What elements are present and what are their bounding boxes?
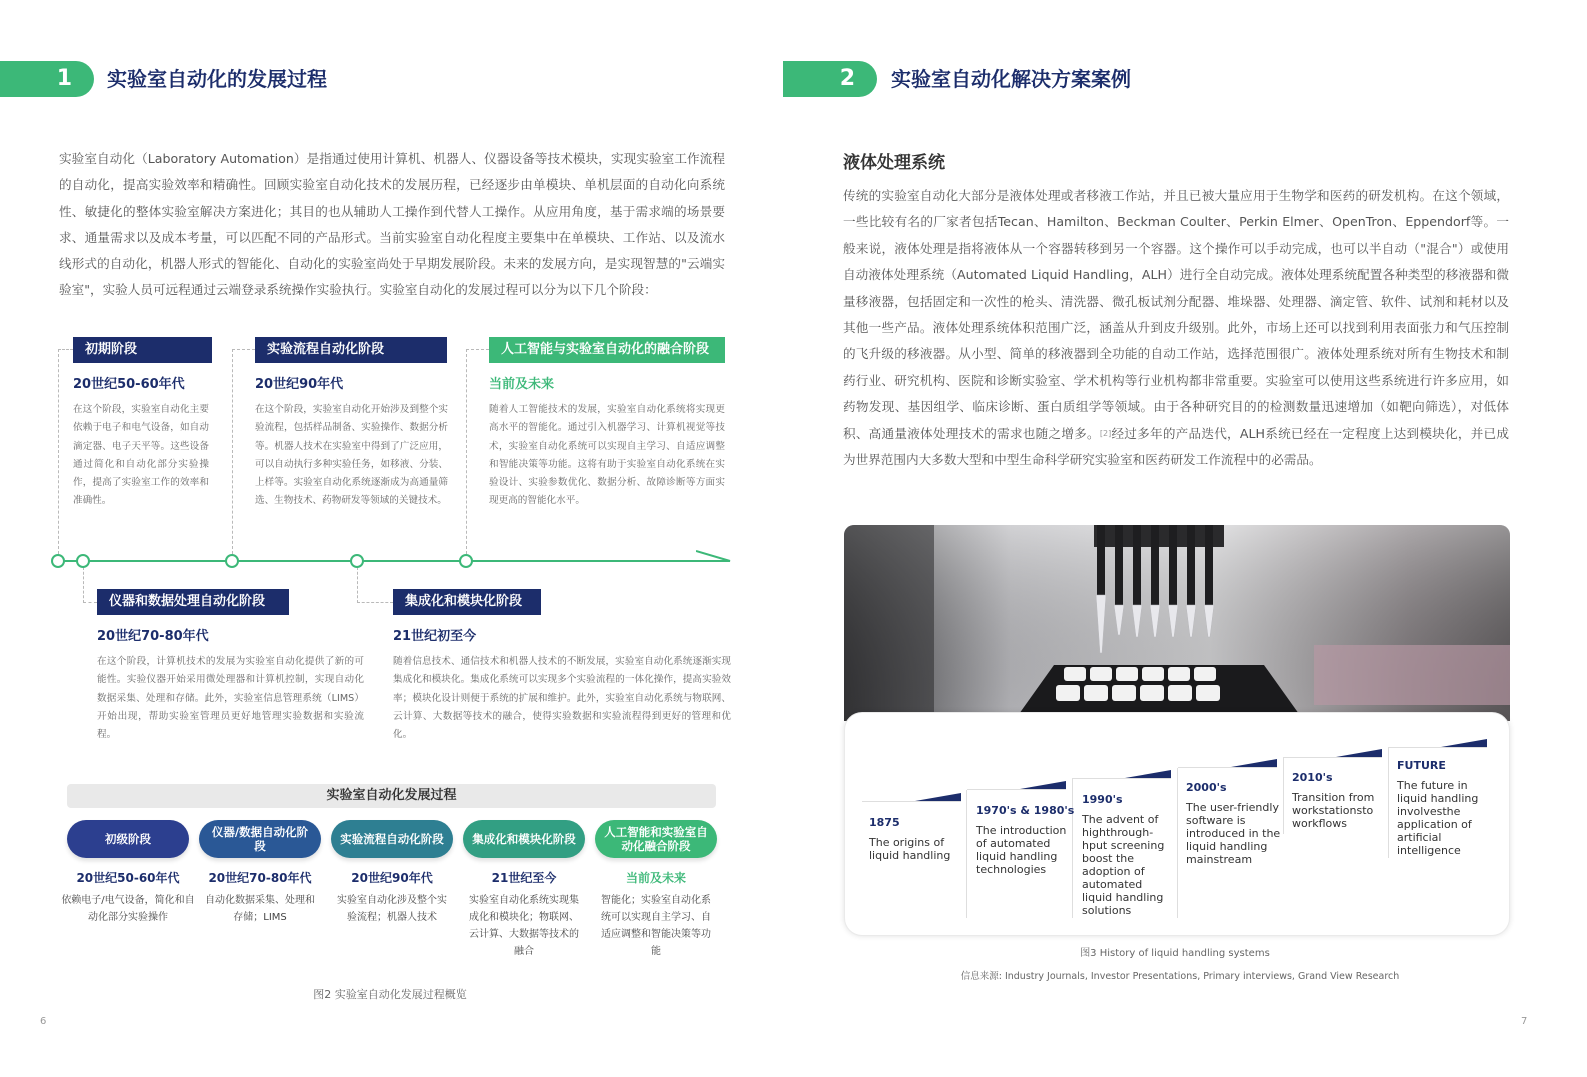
step-line (1388, 747, 1487, 748)
section-1-number: 1 (0, 61, 94, 97)
figure-3-caption: 图3 History of liquid handling systems (1080, 948, 1270, 959)
summary-era: 21世纪至今 (491, 871, 557, 885)
timeline-node (51, 554, 65, 568)
step-line (1072, 778, 1171, 779)
step-line (967, 789, 1066, 790)
summary-desc: 智能化；实验室自动化系统可以实现自主学习、自适应调整和智能决策等功能 (601, 895, 711, 957)
timeline-node (459, 554, 473, 568)
stage-era-integration: 21世纪初至今 (393, 629, 477, 644)
stage-era-early: 20世纪50-60年代 (73, 377, 185, 392)
connector-line (58, 349, 73, 350)
stage-era-ai: 当前及未来 (489, 377, 555, 392)
stage-label-instrument: 仪器和数据处理自动化阶段 (97, 589, 289, 615)
timeline-line (57, 560, 730, 562)
summary-pill: 人工智能和实验室自动化融合阶段 (595, 820, 717, 858)
history-year: 1970's & 1980's (976, 804, 1075, 817)
history-text: The introduction of automated liquid handling technologies (976, 824, 1067, 876)
connector-line (83, 567, 84, 603)
flag-icon (1020, 781, 1066, 789)
flag-icon (1125, 770, 1171, 778)
history-year: 2010's (1292, 771, 1333, 784)
summary-pill: 仪器/数据自动化阶段 (199, 820, 321, 858)
step-line (862, 801, 961, 802)
stage-label-early: 初期阶段 (73, 337, 212, 363)
flag-icon (1231, 759, 1277, 767)
body-text-part-1: 传统的实验室自动化大部分是液体处理或者移液工作站，并且已被大量应用于生物学和医药的研发机构。在这个领域，一些比较有名的厂家者包括Tecan、Hamilton、Beckman Coulter、Perkin Elmer、OpenTron、Eppendorf等。一般来说，液体处理是指将液体从一个容器转移到另一个容器。这个操作可以手动完成，也可以半自动（"混合"）或使用自动液体处理系统（Automated Liquid Handling，ALH）进行全自动完成。液体处理系统配置各种类型的移液器和微量移液器，包括固定和一次性的枪头、清洗器、微孔板试剂分配器、堆垛器、处理器、滴定管、软件、试剂和耗材以及其他一些产品。液体处理系统体积范围广泛，涵盖从升到皮升级别。此外，市场上还可以找到利用表面张力和气压控制的飞升级的移液器。从小型、简单的移液器到全功能的自动工作站，选择范围很广。液体处理系统对所有生物技术和制药行业、研究机构、医院和诊断实验室、学术机构等行业机构都非常重要。实验室可以使用这些系统进行许多应用，如药物发现、基因组学、临床诊断、蛋白质组学等领域。由于各种研究目的的检测数量迅速增加（如靶向筛选），对低体积、高通量液体处理技术的需求也随之增多。 (843, 188, 1509, 441)
history-year: 1875 (869, 816, 900, 829)
history-text: Transition from workstationsto workflows (1292, 791, 1375, 830)
step-divider (1072, 779, 1073, 918)
summary-pill: 集成化和模块化阶段 (463, 820, 585, 858)
history-year: FUTURE (1397, 759, 1446, 772)
section-2-title: 实验室自动化解决方案案例 (891, 67, 1131, 91)
step-line (1178, 767, 1277, 768)
summary-desc: 自动化数据采集、处理和存储；LIMS (205, 895, 315, 923)
timeline-node (350, 554, 364, 568)
source-note: 信息来源: Industry Journals, Investor Presentations, Primary interviews, Grand View Research (960, 971, 1400, 982)
stage-era-workflow: 20世纪90年代 (255, 377, 344, 392)
timeline-arrow-icon (696, 549, 732, 563)
stage-label-ai: 人工智能与实验室自动化的融合阶段 (489, 337, 725, 363)
step-line (1283, 757, 1382, 758)
flag-icon (915, 793, 961, 801)
page-number-left: 6 (40, 1016, 47, 1027)
stage-desc-integration: 随着信息技术、通信技术和机器人技术的不断发展，实验室自动化系统逐渐实现集成化和模块化。集成化系统可以实现多个实验流程的一体化操作，提高实验效率；模块化设计则便于系统的扩展和维护。此外，实验室自动化系统与物联网、云计算、大数据等技术的融合，使得实验数据和实验流程得到更好的管理和优化。 (393, 656, 731, 741)
history-text: The future in liquid handling involvesthe application of artificial intelligence (1397, 779, 1479, 857)
timeline-node (76, 554, 90, 568)
connector-line (466, 349, 467, 554)
step-divider (1177, 768, 1178, 918)
section-1-title: 实验室自动化的发展过程 (107, 67, 327, 91)
timeline-node (225, 554, 239, 568)
summary-era: 当前及未来 (625, 871, 686, 885)
step-divider (1283, 758, 1284, 834)
figure-2-caption: 图2 实验室自动化发展过程概览 (313, 988, 467, 1001)
stage-desc-workflow: 在这个阶段，实验室自动化开始涉及到整个实验流程，包括样品制备、实验操作、数据分析等。机器人技术在实验室中得到了广泛应用，可以自动执行多种实验任务，如移液、分装、上样等。实验室自动化系统逐渐成为高通量筛选、生物技术、药物研发等领域的关键技术。 (255, 404, 448, 507)
connector-line (357, 602, 393, 603)
history-text: The user-friendly software is introduced in the liquid handling mainstream (1186, 801, 1281, 866)
summary-pill: 初级阶段 (67, 820, 189, 858)
connector-line (466, 349, 489, 350)
summary-era: 20世纪90年代 (351, 871, 433, 885)
connector-line (357, 567, 358, 603)
step-divider (1388, 748, 1389, 858)
flag-icon (1336, 749, 1382, 757)
summary-desc: 依赖电子/电气设备，简化和自动化部分实验操作 (61, 895, 195, 923)
step-divider (966, 790, 967, 918)
summary-desc: 实验室自动化系统实现集成化和模块化；物联网、云计算、大数据等技术的融合 (469, 895, 579, 957)
body-paragraph (843, 183, 1509, 473)
intro-paragraph: 实验室自动化（Laboratory Automation）是指通过使用计算机、机器人、仪器设备等技术模块，实现实验室工作流程的自动化，提高实验效率和精确性。回顾实验室自动化技术的发展历程，已经逐步由单模块、单机层面的自动化向系统性、敏捷化的整体实验室解决方案进化；其目的也从辅助人工操作到代替人工操作。从应用角度，基于需求端的场景要求、通量需求以及成本考量，可以匹配不同的产品形式。当前实验室自动化程度主要集中在单模块、工作站、以及流水线形式的自动化，机器人形式的智能化、自动化的实验室尚处于早期发展阶段。未来的发展方向，是实现智慧的"云端实验室"，实验人员可远程通过云端登录系统操作实验执行。实验室自动化的发展过程可以分为以下几个阶段： (59, 151, 725, 298)
summary-era: 20世纪70-80年代 (208, 871, 312, 885)
stage-desc-instrument: 在这个阶段，计算机技术的发展为实验室自动化提供了新的可能性。实验仪器开始采用微处理器和计算机控制，实现自动化数据采集、处理和存储。此外，实验室信息管理系统（LIMS）开始出现，帮助实验室管理员更好地管理实验数据和实验流程。 (97, 656, 364, 741)
flag-icon (1441, 739, 1487, 747)
stage-era-instrument: 20世纪70-80年代 (97, 629, 209, 644)
summary-title-bar: 实验室自动化发展过程 (67, 784, 716, 808)
body-text-part-2: 经过多年的产品迭代，ALH系统已经在一定程度上达到模块化，并已成为世界范围内大多数大型和中型生命科学研究实验室和医药研发工作流程中的必需品。 (843, 425, 1509, 468)
subsection-title: 液体处理系统 (843, 153, 945, 173)
connector-line (83, 602, 97, 603)
connector-line (232, 349, 233, 554)
footnote-ref: [2] (1099, 428, 1112, 438)
stage-desc-early: 在这个阶段，实验室自动化主要依赖于电子和电气设备，如自动滴定器、电子天平等。这些设备通过简化和自动化部分实验操作，提高了实验室工作的效率和准确性。 (73, 404, 209, 507)
history-year: 1990's (1082, 793, 1123, 806)
liquid-handling-photo (844, 525, 1510, 721)
section-2-number: 2 (783, 61, 877, 97)
history-year: 2000's (1186, 781, 1227, 794)
stage-desc-ai: 随着人工智能技术的发展，实验室自动化系统将实现更高水平的智能化。通过引入机器学习、计算机视觉等技术，实验室自动化系统可以实现自主学习、自适应调整和智能决策等功能。这将有助于实验室自动化系统在实验设计、实验参数优化、数据分析、故障诊断等方面实现更高的智能化水平。 (489, 404, 725, 507)
summary-desc: 实验室自动化涉及整个实验流程；机器人技术 (337, 895, 447, 923)
page-number-right: 7 (1521, 1016, 1528, 1027)
connector-line (232, 349, 255, 350)
summary-pill: 实验流程自动化阶段 (331, 820, 453, 858)
pipette-robot-image (844, 525, 1510, 721)
history-text: The origins of liquid handling (869, 836, 951, 862)
connector-line (58, 349, 59, 554)
history-text: The advent of highthrough-hput screening boost the adoption of automated liquid handling solutions (1082, 813, 1165, 917)
stage-label-integration: 集成化和模块化阶段 (393, 589, 541, 615)
stage-label-workflow: 实验流程自动化阶段 (255, 337, 447, 363)
summary-era: 20世纪50-60年代 (76, 871, 180, 885)
